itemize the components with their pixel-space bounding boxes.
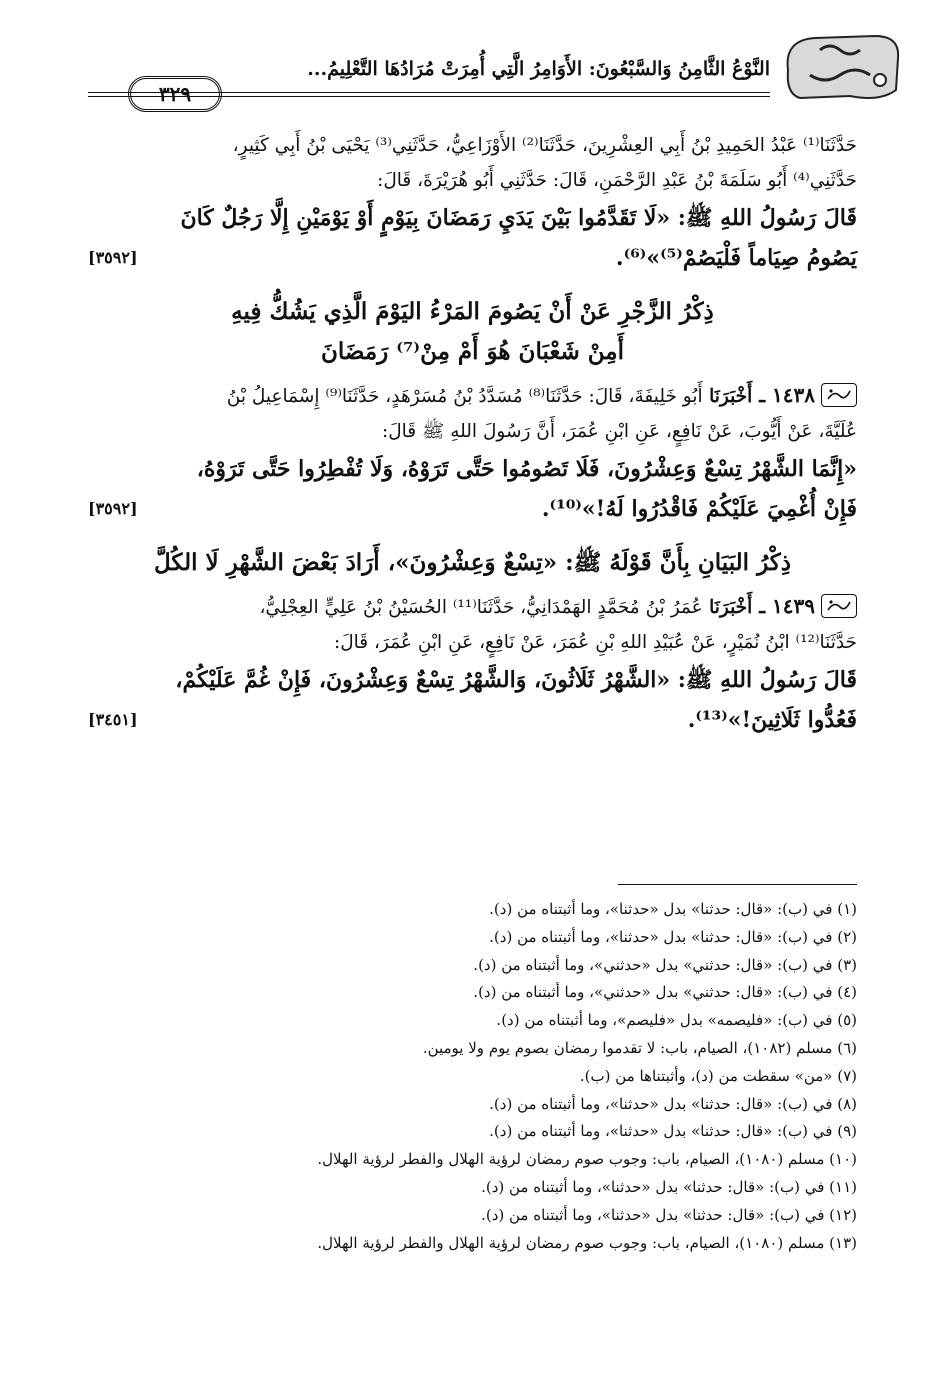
text-line [88, 128, 857, 163]
hadith-number: ١٤٣٨ ـ [752, 383, 815, 407]
footnote-item: (٥) في (ب): «فليصمه» بدل «فليصم»، وما أثبتناه من (د). [496, 1011, 857, 1030]
page-header [80, 30, 905, 110]
book-logo-emblem [780, 30, 905, 105]
line-text: فَإِنْ أُغْمِيَ عَلَيْكُمْ فَاقْدُرُوا لَهُ!»⁽¹⁰⁾. [541, 496, 857, 522]
footnote-item: (٧) «من» سقطت من (د)، وأثبتناها من (ب). [579, 1066, 857, 1085]
line-text: قَالَ رَسُولُ اللهِ ﷺ: «الشَّهْرُ ثَلَاثُونَ، وَالشَّهْرُ تِسْعٌ وَعِشْرُونَ، فَإِنْ غُمَّ عَلَيْكُمْ، [175, 667, 857, 693]
chapter-heading [88, 543, 857, 583]
footnote-item: (١٣) مسلم (١٠٨٠)، الصيام، باب: وجوب صوم رمضان لرؤية الهلال والفطر لرؤية الهلال. [317, 1233, 857, 1252]
line-text: حَدَّثَنِي⁽⁴⁾ أَبُو سَلَمَةَ بْنُ عَبْدِ الرَّحْمَنِ، قَالَ: حَدَّثَنِي أَبُو هُرَيْرَةَ، قَالَ: [377, 170, 857, 191]
text-line [88, 163, 857, 198]
narration-chain [88, 589, 857, 660]
footnote-item: (٤) في (ب): «قال: حدثني» بدل «حدثني»، وما أثبتناه من (د). [473, 983, 857, 1002]
line-text: أَبُو خَلِيفَةَ، قَالَ: حَدَّثَنَا⁽⁸⁾ مُسَدَّدُ بْنُ مُسَرْهَدٍ، حَدَّثَنَا⁽⁹⁾ إِسْمَاعِيلُ بْنُ [226, 386, 703, 407]
footnote-item: (٢) في (ب): «قال: حدثنا» بدل «حدثنا»، وما أثبتناه من (د). [489, 927, 857, 946]
text-line [88, 489, 857, 529]
narration-chain [88, 378, 857, 449]
line-text: حَدَّثَنَا⁽¹⁾ عَبْدُ الحَمِيدِ بْنُ أَبِي العِشْرِينَ، حَدَّثَنَا⁽²⁾ الأَوْزَاعِيُّ، حَدَّثَنِي⁽³⁾ يَحْيَى بْنُ أَبِي كَثِيرٍ، [232, 135, 857, 156]
hadith-number: ١٤٣٩ ـ [752, 594, 815, 618]
text-line [88, 378, 857, 414]
text-line [88, 238, 857, 278]
text-line [88, 292, 857, 332]
narration-marker-icon [821, 594, 857, 618]
line-text: يَصُومُ صِيَاماً فَلْيَصُمْ⁽⁵⁾»⁽⁶⁾. [615, 245, 857, 271]
hadith-text [88, 660, 857, 740]
akhbarana-word: أَخْبَرَنَا [702, 597, 753, 618]
line-text: قَالَ رَسُولُ اللهِ ﷺ: «لَا تَقَدَّمُوا بَيْنَ يَدَيِ رَمَضَانَ بِيَوْمٍ أَوْ يَوْمَيْنِ إِلَّا رَجُلٌ كَانَ [180, 205, 857, 231]
footnote-separator [618, 884, 857, 885]
text-line [88, 198, 857, 238]
text-line [88, 660, 857, 700]
footnote-item: (٣) في (ب): «قال: حدثني» بدل «حدثني»، وما أثبتناه من (د). [473, 955, 857, 974]
line-text: أَمِنْ شَعْبَانَ هُوَ أَمْ مِنْ⁽⁷⁾ رَمَضَانَ [321, 338, 624, 365]
footnote-item: (١٠) مسلم (١٠٨٠)، الصيام، باب: وجوب صوم رمضان لرؤية الهلال والفطر لرؤية الهلال. [317, 1150, 857, 1169]
text-line [88, 332, 857, 372]
isnad-text [88, 128, 857, 198]
line-text: ذِكْرُ الزَّجْرِ عَنْ أَنْ يَصُومَ المَرْءُ اليَوْمَ الَّذِي يَشُكُّ فِيهِ [231, 298, 714, 325]
text-line [88, 589, 857, 625]
running-title: النَّوْعُ الثَّامِنُ وَالسَّبْعُونَ: الأَوَامِرُ الَّتِي أُمِرَتْ مُرَادُهَا التَّعْلِيمُ... [307, 58, 770, 80]
footnote-item: (٨) في (ب): «قال: حدثنا» بدل «حدثنا»، وما أثبتناه من (د). [489, 1094, 857, 1113]
footnote-item: (١) في (ب): «قال: حدثنا» بدل «حدثنا»، وما أثبتناه من (د). [489, 900, 857, 918]
header-rule-left [88, 92, 126, 97]
footnote-item: (١١) في (ب): «قال: حدثنا» بدل «حدثنا»، وما أثبتناه من (د). [481, 1177, 857, 1196]
text-line [88, 625, 857, 660]
akhbarana-word: أَخْبَرَنَا [702, 386, 753, 407]
hadith-text [88, 198, 857, 278]
line-text: عُلَيَّةَ، عَنْ أَيُّوبَ، عَنْ نَافِعٍ، عَنِ ابْنِ عُمَرَ، أَنَّ رَسُولَ اللهِ ﷺ قَالَ: [381, 421, 857, 442]
line-text: عُمَرُ بْنُ مُحَمَّدٍ الهَمْدَانِيُّ، حَدَّثَنَا⁽¹¹⁾ الحُسَيْنُ بْنُ عَلِيٍّ العِجْلِيُّ، [259, 597, 703, 618]
chapter-heading [88, 292, 857, 372]
footnote-item: (١٢) في (ب): «قال: حدثنا» بدل «حدثنا»، وما أثبتناه من (د). [481, 1205, 857, 1224]
text-line [88, 700, 857, 740]
footnote-item: (٩) في (ب): «قال: حدثنا» بدل «حدثنا»، وما أثبتناه من (د). [489, 1122, 857, 1141]
text-line [88, 449, 857, 489]
line-text: فَعُدُّوا ثَلَاثِينَ!»⁽¹³⁾. [687, 707, 857, 733]
narration-marker-icon [821, 383, 857, 407]
text-line [88, 543, 857, 583]
footnote-item: (٦) مسلم (١٠٨٢)، الصيام، باب: لا تقدموا رمضان بصوم يوم ولا يومين. [422, 1038, 857, 1057]
line-text: «إِنَّمَا الشَّهْرُ تِسْعٌ وَعِشْرُونَ، فَلَا تَصُومُوا حَتَّى تَرَوْهُ، وَلَا تُفْطِرُوا حَتَّى تَرَوْهُ، [196, 456, 857, 482]
footnotes-list [88, 896, 857, 1257]
page-number: ٣٢٩ [128, 76, 222, 112]
cross-reference: [٣٤٥١] [88, 710, 138, 729]
main-text [88, 128, 857, 740]
cross-reference: [٣٥٩٢] [88, 248, 138, 267]
cross-reference: [٣٥٩٢] [88, 499, 138, 518]
text-line [88, 414, 857, 449]
line-text: ذِكْرُ البَيَانِ بِأَنَّ قَوْلَهُ ﷺ: «تِسْعٌ وَعِشْرُونَ»، أَرَادَ بَعْضَ الشَّهْرِ لَا الكُلَّ [154, 549, 791, 576]
hadith-text [88, 449, 857, 529]
line-text: حَدَّثَنَا⁽¹²⁾ ابْنُ نُمَيْرٍ، عَنْ عُبَيْدِ اللهِ بْنِ عُمَرَ، عَنْ نَافِعٍ، عَنِ ابْنِ عُمَرَ، قَالَ: [333, 632, 857, 653]
